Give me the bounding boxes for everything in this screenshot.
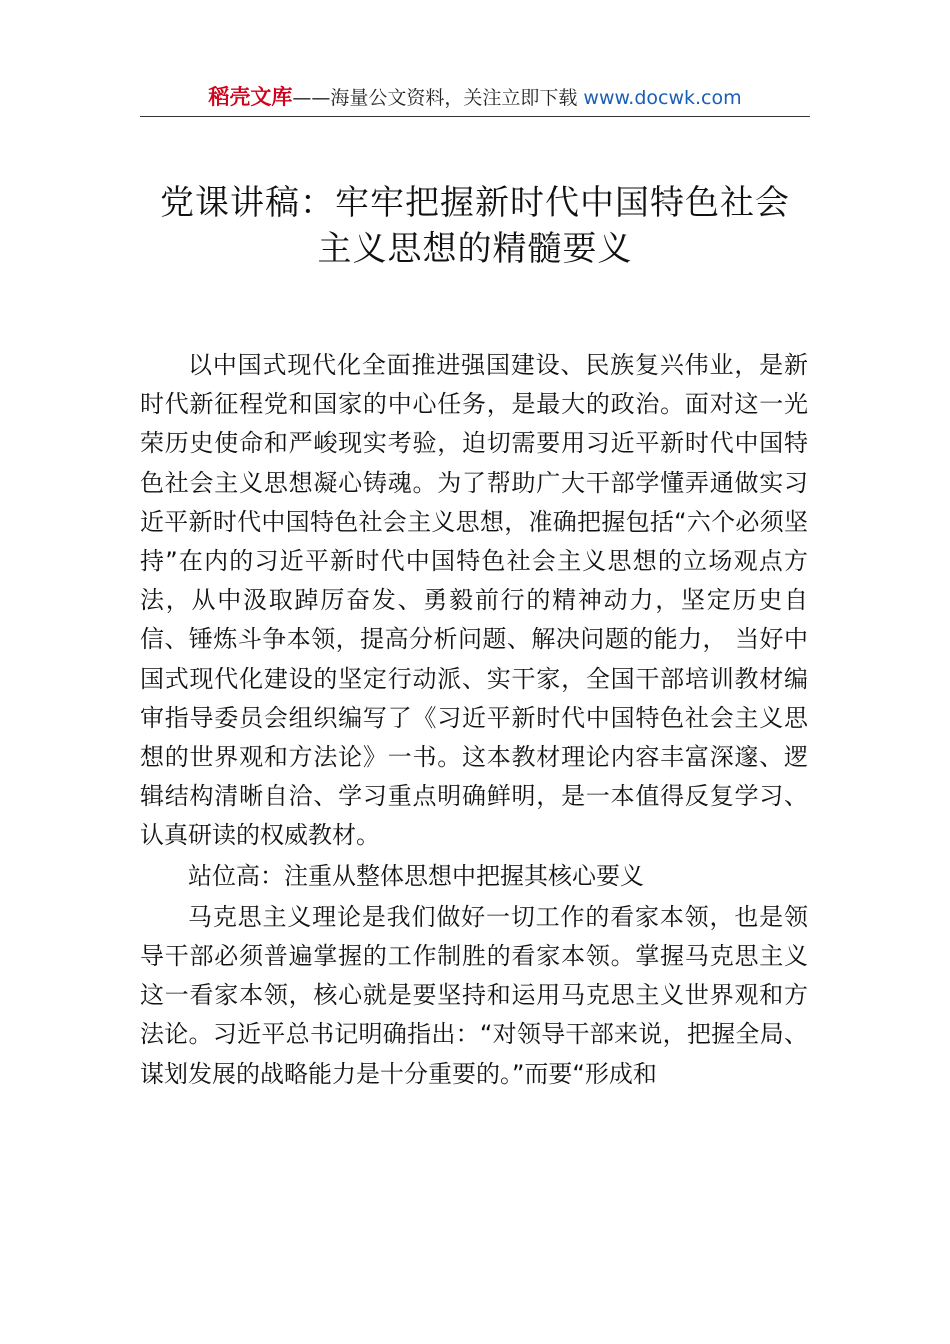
paragraph-intro: 以中国式现代化全面推进强国建设、民族复兴伟业，是新时代新征程党和国家的中心任务，是最大的政治。面对这一光荣历史使命和严峻现实考验，迫切需要用习近平新时代中国特色社会主义思想凝心铸魂。为了帮助广大干部学懂弄通做实习近平新时代中国特色社会主义思想，准确把握包括“六个必须坚持”在内的习近平新时代中国特色社会主义思想的立场观点方法，从中汲取踔厉奋发、勇毅前行的精神动力，坚定历史自信、锤炼斗争本领，提高分析问题、解决问题的能力， 当好中国式现代化建设的坚定行动派、实干家，全国干部培训教材编审指导委员会组织编写了《习近平新时代中国特色社会主义思想的世界观和方法论》一书。这本教材理论内容丰富深邃、逻辑结构清晰自洽、学习重点明确鲜明，是一本值得反复学习、认真研读的权威教材。 bbox=[140, 351, 808, 850]
title-line-1: 党课讲稿：牢牢把握新时代中国特色社会 bbox=[160, 183, 790, 223]
title-line-2: 主义思想的精髓要义 bbox=[317, 229, 633, 269]
header-divider bbox=[140, 116, 810, 117]
document-title bbox=[140, 180, 810, 272]
header-slogan: ——海量公文资料，关注立即下载 bbox=[292, 87, 578, 109]
brand-name: 稻壳文库 bbox=[208, 85, 293, 109]
paragraph-section-1: 马克思主义理论是我们做好一切工作的看家本领，也是领导干部必须普遍掌握的工作制胜的看家本领。掌握马克思主义这一看家本领，核心就是要坚持和运用马克思主义世界观和方法论。习近平总书记明确指出：“对领导干部来说，把握全局、谋划发展的战略能力是十分重要的。”而要“形成和 bbox=[140, 902, 808, 1088]
section-subheading: 站位高：注重从整体思想中把握其核心要义 bbox=[188, 861, 644, 890]
header-url-link[interactable]: www.docwk.com bbox=[583, 87, 742, 109]
document-header bbox=[140, 82, 810, 112]
document-body bbox=[140, 346, 808, 1094]
